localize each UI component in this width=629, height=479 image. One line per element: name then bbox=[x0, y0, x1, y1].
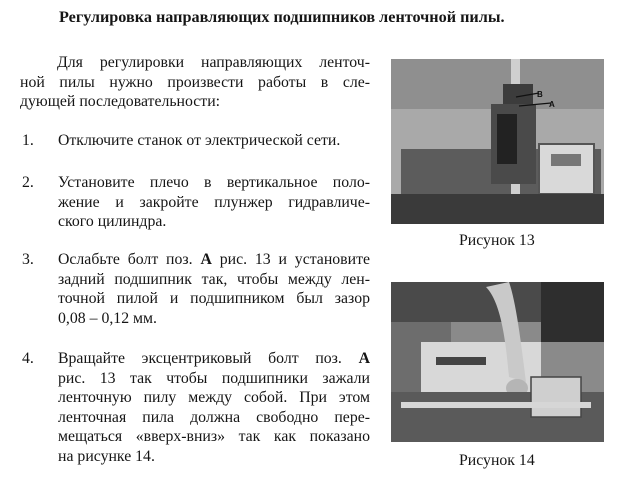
intro-line: ной пилы нужно произвести работы в сле- bbox=[20, 73, 370, 91]
label-b: B bbox=[537, 90, 543, 99]
step-line: Вращайте эксцентриковый болт поз. A bbox=[58, 350, 370, 367]
intro-line: дующей последовательности: bbox=[20, 93, 221, 111]
intro-line: Для регулировки направляющих ленточ- bbox=[57, 54, 370, 71]
label-a: A bbox=[549, 100, 555, 109]
step-number: 2. bbox=[22, 174, 34, 191]
step-line: рис. 13 так чтобы подшипники зажали bbox=[58, 369, 370, 387]
step-line: ского цилиндра. bbox=[58, 213, 167, 231]
figure-13-caption: Рисунок 13 bbox=[459, 232, 535, 249]
step-line: Отключите станок от электрической сети. bbox=[58, 132, 341, 149]
intro-paragraph bbox=[20, 53, 370, 112]
figure-14-photo bbox=[391, 282, 604, 442]
step-line: точной пилой и подшипником был зазор bbox=[58, 290, 370, 308]
figure-13-photo bbox=[391, 59, 604, 224]
step-line: задний подшипник так, чтобы между лен- bbox=[58, 270, 370, 288]
step-number: 3. bbox=[22, 251, 34, 268]
figure-14-caption: Рисунок 14 bbox=[459, 452, 535, 469]
page-title: Регулировка направляющих подшипников ленточной пилы. bbox=[59, 8, 505, 26]
step-line: на рисунке 14. bbox=[58, 447, 155, 465]
step-number: 1. bbox=[22, 132, 34, 149]
step-number: 4. bbox=[22, 350, 34, 367]
step-line: жение и закройте плунжер гидравличе- bbox=[58, 193, 370, 211]
step-line: Ослабьте болт поз. A рис. 13 и установите bbox=[58, 251, 370, 268]
position-marker: A bbox=[358, 350, 370, 367]
position-marker: A bbox=[200, 251, 212, 268]
step-line: мещаться «вверх-вниз» так как показано bbox=[58, 428, 370, 446]
step-line: ленточную пилу между собой. При этом bbox=[58, 389, 370, 407]
step-line: 0,08 – 0,12 мм. bbox=[58, 309, 157, 327]
step-line: Установите плечо в вертикальное поло- bbox=[58, 174, 370, 191]
step-line: ленточная пила должна свободно пере- bbox=[58, 408, 370, 426]
